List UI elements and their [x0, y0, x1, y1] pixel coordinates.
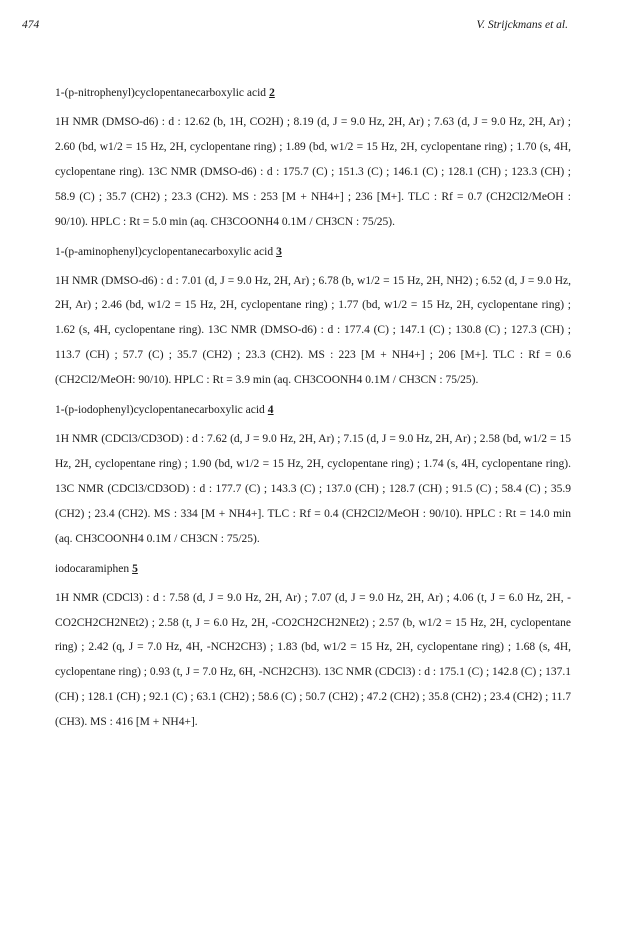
section-compound-2 [55, 84, 571, 235]
page-number: 474 [22, 19, 40, 31]
document-body [55, 84, 571, 739]
section-heading: iodocaramiphen 5 [55, 562, 138, 575]
section-compound-4 [55, 401, 571, 552]
compound-number: 4 [267, 404, 274, 417]
section-heading: 1-(p-aminophenyl)cyclopentanecarboxylic acid 3 [55, 245, 282, 258]
compound-number: 3 [276, 245, 282, 258]
paragraph: 1H NMR (DMSO-d6) : d : 12.62 (b, 1H, CO2H) ; 8.19 (d, J = 9.0 Hz, 2H, Ar) ; 7.63 (d, J = 9.0 Hz, 2H, Ar) ; 2.60 (bd, w1/2 = 15 Hz, 2H, cyclopentane ring) ; 1.89 (bd, w1/2 = 15 Hz, 2H, cyclopentane ring) ; 1.70 (s, 4H, cyclopentane ring). 13C NMR (DMSO-d6) : d : 175.7 (C) ; 151.3 (C) ; 146.1 (C) ; 128.1 (CH) ; 123.3 (CH) ; 58.9 (C) ; 35.7 (CH2) ; 23.3 (CH2). MS : 253 [M + NH4+] ; 236 [M+]. TLC : Rf = 0.7 (CH2Cl2/MeOH : 90/10). HPLC : Rt = 5.0 min (aq. CH3COONH4 0.1M / CH3CN : 75/25). [55, 116, 571, 228]
paragraph: 1H NMR (CDCl3) : d : 7.58 (d, J = 9.0 Hz, 2H, Ar) ; 7.07 (d, J = 9.0 Hz, 2H, Ar) ; 4.06 (t, J = 6.0 Hz, 2H, -CO2CH2CH2NEt2) ; 2.58 (t, J = 6.0 Hz, 2H, -CO2CH2CH2NEt2) ; 2.57 (b, w1/2 = 15 Hz, 2H, cyclopentane ring) ; 2.42 (q, J = 7.0 Hz, 4H, -NCH2CH3) ; 1.83 (bd, w1/2 = 15 Hz, 2H, cyclopentane ring) ; 1.68 (s, 4H, cyclopentane ring) ; 0.93 (t, J = 7.0 Hz, 6H, -NCH2CH3). 13C NMR (CDCl3) : d : 175.1 (C) ; 142.8 (C) ; 137.1 (CH) ; 128.1 (CH) ; 92.1 (C) ; 63.1 (CH2) ; 58.6 (C) ; 50.7 (CH2) ; 47.2 (CH2) ; 35.8 (CH2) ; 23.4 (CH2) ; 11.7 (CH3). MS : 416 [M + NH4+]. [55, 591, 571, 729]
paragraph: 1H NMR (CDCl3/CD3OD) : d : 7.62 (d, J = 9.0 Hz, 2H, Ar) ; 7.15 (d, J = 9.0 Hz, 2H, Ar) ; 2.58 (bd, w1/2 = 15 Hz, 2H, cyclopentane ring) ; 1.90 (bd, w1/2 = 15 Hz, 2H, cyclopentane ring) ; 1.74 (s, 4H, cyclopentane ring). 13C NMR (CDCl3/CD3OD) : d : 177.7 (C) ; 143.3 (C) ; 137.0 (CH) ; 128.7 (CH) ; 91.5 (C) ; 58.4 (C) ; 35.9 (CH2) ; 23.4 (CH2). MS : 334 [M + NH4+]. TLC : Rf = 0.4 (CH2Cl2/MeOH : 90/10). HPLC : Rt = 14.0 min (aq. CH3COONH4 0.1M / CH3CN : 75/25). [55, 433, 571, 545]
section-heading: 1-(p-nitrophenyl)cyclopentanecarboxylic acid 2 [55, 87, 275, 99]
section-compound-5 [55, 560, 571, 735]
section-heading: 1-(p-iodophenyl)cyclopentanecarboxylic acid 4 [55, 404, 274, 417]
paragraph: 1H NMR (DMSO-d6) : d : 7.01 (d, J = 9.0 Hz, 2H, Ar) ; 6.78 (b, w1/2 = 15 Hz, 2H, NH2) ; 6.52 (d, J = 9.0 Hz, 2H, Ar) ; 2.46 (bd, w1/2 = 15 Hz, 2H, cyclopentane ring) ; 1.77 (bd, w1/2 = 15 Hz, 2H, cyclopentane ring) ; 1.62 (s, 4H, cyclopentane ring). 13C NMR (DMSO-d6) : d : 177.4 (C) ; 147.1 (C) ; 130.8 (C) ; 127.3 (CH) ; 113.7 (CH) ; 57.7 (C) ; 35.7 (CH2) ; 23.3 (CH2). MS : 223 [M + NH4+] ; 206 [M+]. TLC : Rf = 0.6 (CH2Cl2/MeOH: 90/10). HPLC : Rt = 3.9 min (aq. CH3COONH4 0.1M / CH3CN : 75/25). [55, 274, 571, 387]
section-compound-3 [55, 243, 571, 394]
compound-number: 5 [132, 562, 138, 575]
running-head: V. Strijckmans et al. [476, 19, 568, 31]
compound-number: 2 [269, 87, 275, 99]
